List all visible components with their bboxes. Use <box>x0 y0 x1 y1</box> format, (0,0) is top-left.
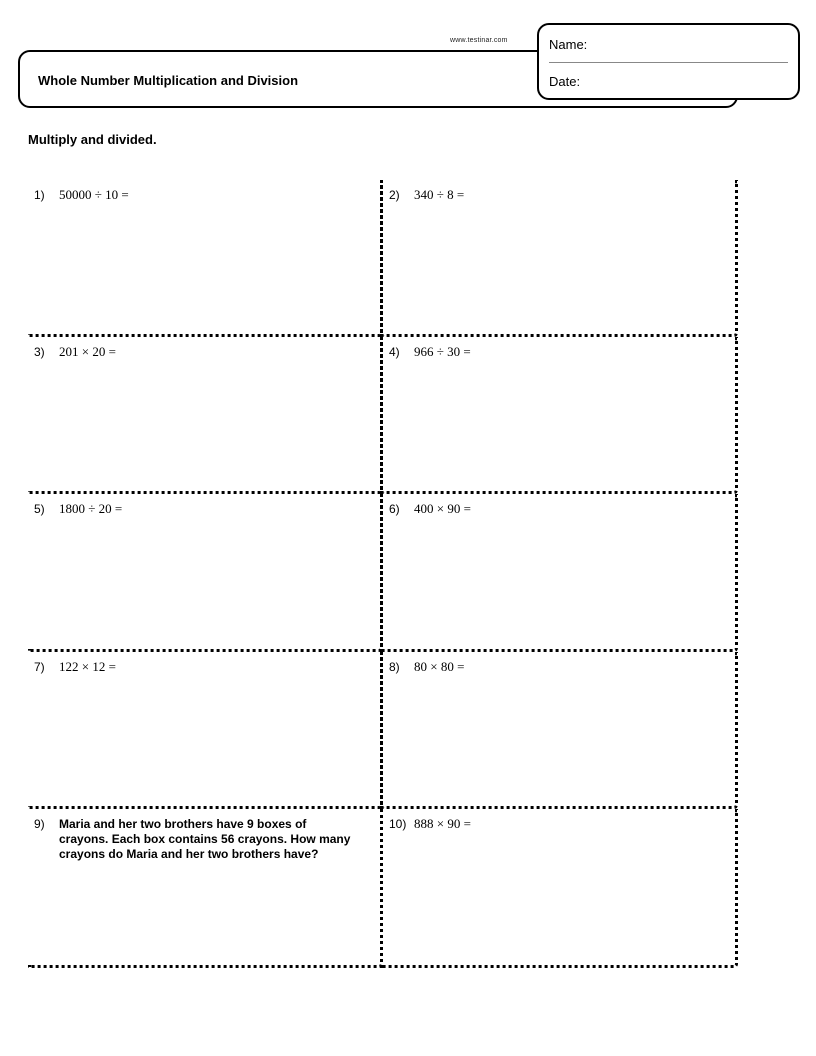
problem-cell-8[interactable] <box>380 652 738 809</box>
problem-number: 4) <box>389 345 400 359</box>
problem-cell-7[interactable] <box>28 652 383 809</box>
problem-cell-2[interactable] <box>380 180 738 337</box>
problem-number: 8) <box>389 660 400 674</box>
problem-number: 5) <box>34 502 45 516</box>
problem-expression: 888 × 90 = <box>414 816 471 831</box>
website-url: www.testinar.com <box>450 37 508 44</box>
problem-expression: 966 ÷ 30 = <box>414 344 471 359</box>
name-date-box <box>537 23 800 100</box>
word-problem-text: Maria and her two brothers have 9 boxes of crayons. Each box contains 56 crayons. How many crayons do Maria and her two brothers have? <box>59 817 351 861</box>
problem-expression: 80 × 80 = <box>414 659 465 674</box>
worksheet-title: Whole Number Multiplication and Division <box>38 73 299 88</box>
problem-number: 1) <box>34 188 45 202</box>
problem-expression: 400 × 90 = <box>414 501 471 516</box>
problem-number: 7) <box>34 660 45 674</box>
name-line[interactable] <box>549 62 788 63</box>
problem-expression: 340 ÷ 8 = <box>414 187 465 202</box>
problem-number: 9) <box>34 817 45 831</box>
problem-number: 10) <box>389 817 407 831</box>
problem-expression: 1800 ÷ 20 = <box>59 501 123 516</box>
problem-expression: 122 × 12 = <box>59 659 116 674</box>
problem-cell-10[interactable] <box>380 809 738 968</box>
problem-number: 3) <box>34 345 45 359</box>
problem-number: 2) <box>389 188 400 202</box>
problem-number: 6) <box>389 502 400 516</box>
problem-cell-1[interactable] <box>28 180 383 337</box>
problem-cell-3[interactable] <box>28 337 383 494</box>
problem-cell-9[interactable] <box>28 809 383 968</box>
problem-cell-5[interactable] <box>28 494 383 652</box>
date-label: Date: <box>549 74 581 89</box>
problem-expression: 50000 ÷ 10 = <box>59 187 129 202</box>
problem-cell-6[interactable] <box>380 494 738 652</box>
problem-cell-4[interactable] <box>380 337 738 494</box>
problem-expression: 201 × 20 = <box>59 344 116 359</box>
instructions: Multiply and divided. <box>28 132 157 147</box>
name-label: Name: <box>549 37 588 52</box>
